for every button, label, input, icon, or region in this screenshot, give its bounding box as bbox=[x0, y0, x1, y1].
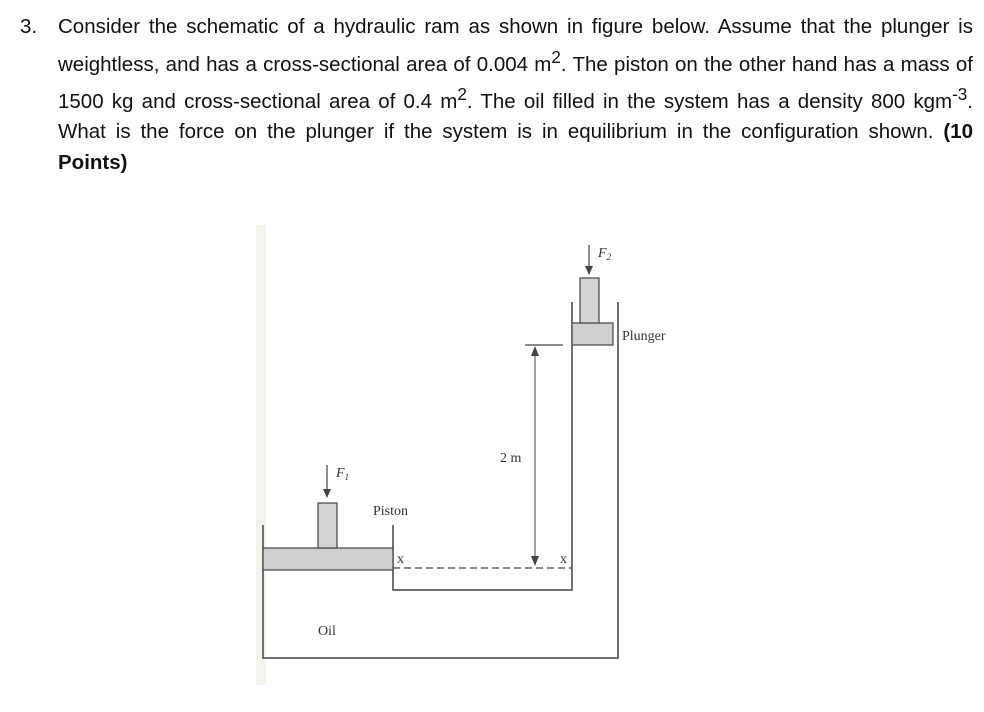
superscript: 2 bbox=[457, 84, 467, 104]
plunger-rod bbox=[580, 278, 599, 323]
scan-margin bbox=[256, 225, 266, 685]
force2-label: $F_2$ bbox=[598, 246, 612, 262]
piston-label: Piston bbox=[373, 504, 409, 519]
points-label: (10 Points) bbox=[58, 120, 973, 174]
marker-right: x bbox=[560, 552, 567, 567]
piston-rod bbox=[318, 503, 337, 548]
text: . The piston on the other hand has a mass of 1500 kg and cross-sectional area of 0.4 m bbox=[58, 52, 973, 113]
force1-label: $F_1$ bbox=[336, 466, 350, 482]
height-label: 2 m bbox=[500, 451, 522, 466]
superscript: 2 bbox=[551, 47, 561, 67]
force2-arrowhead bbox=[585, 266, 593, 275]
piston bbox=[263, 548, 393, 570]
marker-left: x bbox=[397, 552, 404, 567]
plunger bbox=[572, 323, 613, 345]
text: Consider the schematic of a hydraulic ram as shown in figure below. Assume that the plunger is weightless, and has a cross-sectional area of 0.004 m bbox=[58, 15, 973, 76]
question-number: 3. bbox=[20, 15, 38, 38]
superscript: -3 bbox=[952, 84, 968, 104]
dimension-arrowhead-bottom bbox=[531, 556, 539, 566]
plunger-label: Plunger bbox=[622, 329, 666, 344]
oil-label: Oil bbox=[318, 624, 336, 639]
vessel-outline bbox=[263, 302, 618, 658]
text: . What is the force on the plunger if the system is in equilibrium in the configuration shown. bbox=[58, 89, 973, 144]
text: . The oil filled in the system has a density 800 kgm bbox=[466, 89, 953, 113]
dimension-arrowhead-top bbox=[531, 346, 539, 356]
force1-arrowhead bbox=[323, 489, 331, 498]
